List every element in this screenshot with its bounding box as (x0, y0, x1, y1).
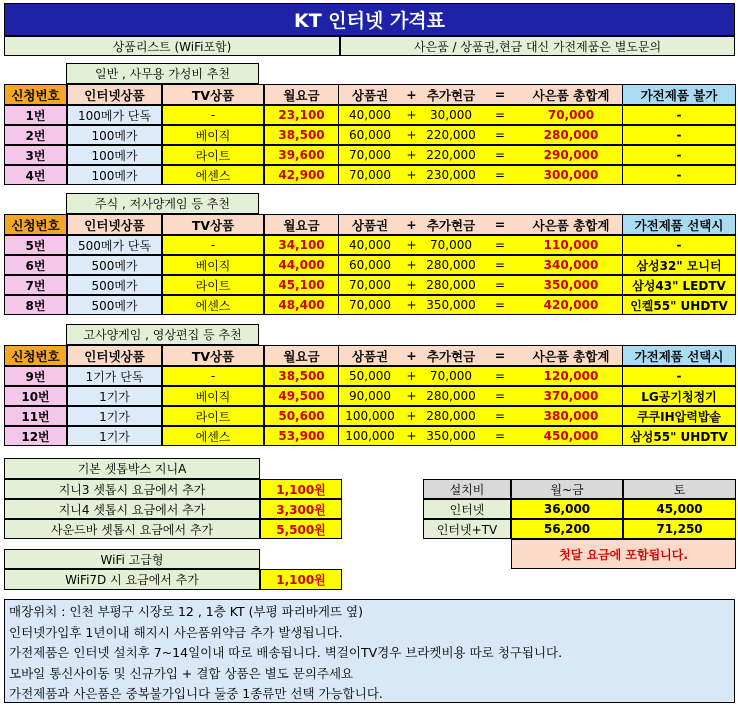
internet-product: 1기가 (67, 426, 162, 446)
apply-no: 11번 (4, 406, 67, 426)
monthly-fee: 38,500 (264, 366, 339, 386)
section-label: 일반 , 사무용 가성비 추천 (66, 63, 259, 84)
col-eq: = (480, 214, 520, 235)
tv-product: 베이직 (162, 125, 264, 145)
appliance-option: LG공기청정기 (622, 386, 736, 406)
apply-no: 7번 (4, 275, 67, 295)
tv-product: 에센스 (162, 295, 264, 315)
apply-no: 12번 (4, 426, 67, 446)
tv-product: - (162, 105, 264, 125)
col-voucher: 상품권 (339, 345, 401, 366)
col-plus: + (401, 214, 422, 235)
col-tv: TV상품 (162, 345, 264, 366)
plus-sign: + (401, 105, 422, 125)
settop-item-price: 3,300원 (260, 499, 342, 519)
voucher-amount: 70,000 (339, 275, 401, 295)
col-cash: 추가현금 (422, 345, 480, 366)
col-appliance: 가전제품 선택시 (622, 345, 736, 366)
wifi-title: WiFi 고급형 (4, 549, 260, 569)
appliance-option: - (622, 145, 736, 165)
settop-item-label: 지니3 셋톱시 요금에서 추가 (4, 479, 260, 499)
voucher-amount: 70,000 (339, 165, 401, 185)
internet-product: 1기가 (67, 386, 162, 406)
tv-product: 라이트 (162, 406, 264, 426)
install-row-saturday: 45,000 (623, 499, 736, 519)
internet-product: 1기가 (67, 406, 162, 426)
appliance-option: 삼성43" LEDTV (622, 275, 736, 295)
equals-sign: = (480, 125, 520, 145)
col-cash: 추가현금 (422, 84, 480, 105)
plus-sign: + (401, 295, 422, 315)
apply-no: 3번 (4, 145, 67, 165)
gift-total: 70,000 (520, 105, 622, 125)
col-eq: = (480, 84, 520, 105)
col-monthly: 월요금 (264, 84, 339, 105)
voucher-amount: 60,000 (339, 255, 401, 275)
col-monthly: 월요금 (264, 214, 339, 235)
tv-product: 에센스 (162, 426, 264, 446)
apply-no: 2번 (4, 125, 67, 145)
internet-product: 500메가 (67, 255, 162, 275)
wifi-label: WiFi7D 시 요금에서 추가 (4, 569, 260, 590)
col-voucher: 상품권 (339, 214, 401, 235)
col-appliance: 가전제품 불가 (622, 84, 736, 105)
extra-cash: 230,000 (422, 165, 480, 185)
monthly-fee: 53,900 (264, 426, 339, 446)
install-note: 첫달 요금에 포함됩니다. (511, 539, 736, 569)
plus-sign: + (401, 235, 422, 255)
voucher-amount: 100,000 (339, 426, 401, 446)
internet-product: 1기가 단독 (67, 366, 162, 386)
apply-no: 9번 (4, 366, 67, 386)
extra-cash: 70,000 (422, 366, 480, 386)
monthly-fee: 48,400 (264, 295, 339, 315)
plus-sign: + (401, 426, 422, 446)
gift-total: 340,000 (520, 255, 622, 275)
extra-cash: 220,000 (422, 125, 480, 145)
voucher-amount: 70,000 (339, 145, 401, 165)
install-row-saturday: 71,250 (623, 519, 736, 539)
col-total: 사은품 총합계 (520, 84, 622, 105)
extra-cash: 350,000 (422, 426, 480, 446)
col-internet: 인터넷상품 (67, 214, 162, 235)
monthly-fee: 44,000 (264, 255, 339, 275)
monthly-fee: 39,600 (264, 145, 339, 165)
tv-product: 베이직 (162, 255, 264, 275)
plus-sign: + (401, 406, 422, 426)
plus-sign: + (401, 275, 422, 295)
install-header-weekday: 월~금 (511, 479, 623, 499)
gift-total: 370,000 (520, 386, 622, 406)
plus-sign: + (401, 386, 422, 406)
apply-no: 1번 (4, 105, 67, 125)
monthly-fee: 34,100 (264, 235, 339, 255)
tv-product: 에센스 (162, 165, 264, 185)
install-row-label: 인터넷+TV (423, 519, 511, 539)
product-list-header: 상품리스트 (WiFi포함) (4, 36, 340, 56)
appliance-option: 삼성32" 모니터 (622, 255, 736, 275)
extra-cash: 280,000 (422, 406, 480, 426)
internet-product: 500메가 (67, 295, 162, 315)
equals-sign: = (480, 366, 520, 386)
voucher-amount: 60,000 (339, 125, 401, 145)
col-internet: 인터넷상품 (67, 345, 162, 366)
equals-sign: = (480, 275, 520, 295)
voucher-amount: 70,000 (339, 295, 401, 315)
section-label: 주식 , 저사양게임 등 추천 (66, 193, 259, 214)
apply-no: 5번 (4, 235, 67, 255)
install-header-label: 설치비 (423, 479, 511, 499)
equals-sign: = (480, 255, 520, 275)
equals-sign: = (480, 235, 520, 255)
apply-no: 6번 (4, 255, 67, 275)
tv-product: - (162, 235, 264, 255)
col-monthly: 월요금 (264, 345, 339, 366)
col-tv: TV상품 (162, 214, 264, 235)
extra-cash: 70,000 (422, 235, 480, 255)
voucher-amount: 40,000 (339, 105, 401, 125)
monthly-fee: 45,100 (264, 275, 339, 295)
extra-cash: 220,000 (422, 145, 480, 165)
monthly-fee: 42,900 (264, 165, 339, 185)
appliance-option: - (622, 366, 736, 386)
voucher-amount: 90,000 (339, 386, 401, 406)
extra-cash: 350,000 (422, 295, 480, 315)
note-line: 모바일 통신사이동 및 신규가입 + 결합 상품은 별도 문의주세요 (9, 665, 354, 681)
appliance-option: - (622, 235, 736, 255)
install-row-weekday: 56,200 (511, 519, 623, 539)
col-plus: + (401, 84, 422, 105)
wifi-price: 1,100원 (260, 569, 342, 590)
gift-total: 350,000 (520, 275, 622, 295)
equals-sign: = (480, 406, 520, 426)
col-internet: 인터넷상품 (67, 84, 162, 105)
col-apply-no: 신청번호 (4, 345, 67, 366)
internet-product: 100메가 (67, 165, 162, 185)
internet-product: 100메가 (67, 125, 162, 145)
install-row-weekday: 36,000 (511, 499, 623, 519)
settop-title: 기본 셋톱박스 지니A (4, 458, 260, 479)
gift-header: 사은품 / 상품권,현금 대신 가전제품은 별도문의 (340, 36, 735, 56)
monthly-fee: 23,100 (264, 105, 339, 125)
col-cash: 추가현금 (422, 214, 480, 235)
settop-item-price: 5,500원 (260, 519, 342, 539)
appliance-option: - (622, 125, 736, 145)
col-voucher: 상품권 (339, 84, 401, 105)
monthly-fee: 38,500 (264, 125, 339, 145)
install-row-label: 인터넷 (423, 499, 511, 519)
gift-total: 110,000 (520, 235, 622, 255)
appliance-option: 삼성55" UHDTV (622, 426, 736, 446)
gift-total: 450,000 (520, 426, 622, 446)
apply-no: 10번 (4, 386, 67, 406)
plus-sign: + (401, 255, 422, 275)
col-total: 사은품 총합계 (520, 214, 622, 235)
settop-item-label: 사운드바 셋톱시 요금에서 추가 (4, 519, 260, 539)
col-eq: = (480, 345, 520, 366)
plus-sign: + (401, 125, 422, 145)
gift-total: 380,000 (520, 406, 622, 426)
equals-sign: = (480, 386, 520, 406)
voucher-amount: 100,000 (339, 406, 401, 426)
col-apply-no: 신청번호 (4, 214, 67, 235)
internet-product: 500메가 단독 (67, 235, 162, 255)
col-appliance: 가전제품 선택시 (622, 214, 736, 235)
voucher-amount: 50,000 (339, 366, 401, 386)
monthly-fee: 50,600 (264, 406, 339, 426)
equals-sign: = (480, 105, 520, 125)
internet-product: 100메가 단독 (67, 105, 162, 125)
appliance-option: 쿠쿠IH압력밥솥 (622, 406, 736, 426)
voucher-amount: 40,000 (339, 235, 401, 255)
plus-sign: + (401, 145, 422, 165)
col-plus: + (401, 345, 422, 366)
note-line: 가전제품과 사은품은 중복불가입니다 둘중 1종류만 선택 가능합니다. (9, 686, 383, 701)
equals-sign: = (480, 426, 520, 446)
note-line: 매장위치 : 인천 부평구 시장로 12 , 1층 KT (부평 파리바게뜨 옆) (9, 604, 363, 619)
appliance-option: - (622, 105, 736, 125)
tv-product: 라이트 (162, 145, 264, 165)
gift-total: 120,000 (520, 366, 622, 386)
note-line: 인터넷가입후 1년이내 해지시 사은품위약금 추가 발생됩니다. (9, 624, 343, 640)
apply-no: 8번 (4, 295, 67, 315)
page-title: KT 인터넷 가격표 (4, 3, 735, 36)
col-total: 사은품 총합계 (520, 345, 622, 366)
equals-sign: = (480, 295, 520, 315)
section-label: 고사양게임 , 영상편집 등 추천 (66, 324, 259, 345)
col-apply-no: 신청번호 (4, 84, 67, 105)
tv-product: - (162, 366, 264, 386)
extra-cash: 30,000 (422, 105, 480, 125)
appliance-option: - (622, 165, 736, 185)
notes-box (4, 599, 735, 703)
col-tv: TV상품 (162, 84, 264, 105)
monthly-fee: 49,500 (264, 386, 339, 406)
gift-total: 420,000 (520, 295, 622, 315)
plus-sign: + (401, 165, 422, 185)
gift-total: 280,000 (520, 125, 622, 145)
plus-sign: + (401, 366, 422, 386)
extra-cash: 280,000 (422, 255, 480, 275)
equals-sign: = (480, 145, 520, 165)
gift-total: 290,000 (520, 145, 622, 165)
extra-cash: 280,000 (422, 386, 480, 406)
install-header-saturday: 토 (623, 479, 736, 499)
gift-total: 300,000 (520, 165, 622, 185)
settop-item-label: 지니4 셋톱시 요금에서 추가 (4, 499, 260, 519)
internet-product: 500메가 (67, 275, 162, 295)
internet-product: 100메가 (67, 145, 162, 165)
tv-product: 라이트 (162, 275, 264, 295)
equals-sign: = (480, 165, 520, 185)
extra-cash: 280,000 (422, 275, 480, 295)
apply-no: 4번 (4, 165, 67, 185)
settop-item-price: 1,100원 (260, 479, 342, 499)
note-line: 가전제품은 인터넷 설치후 7~14일이내 따로 배송됩니다. 벽걸이TV경우 브라켓비용 따로 청구됩니다. (9, 645, 563, 660)
appliance-option: 인켈55" UHDTV (622, 295, 736, 315)
tv-product: 베이직 (162, 386, 264, 406)
